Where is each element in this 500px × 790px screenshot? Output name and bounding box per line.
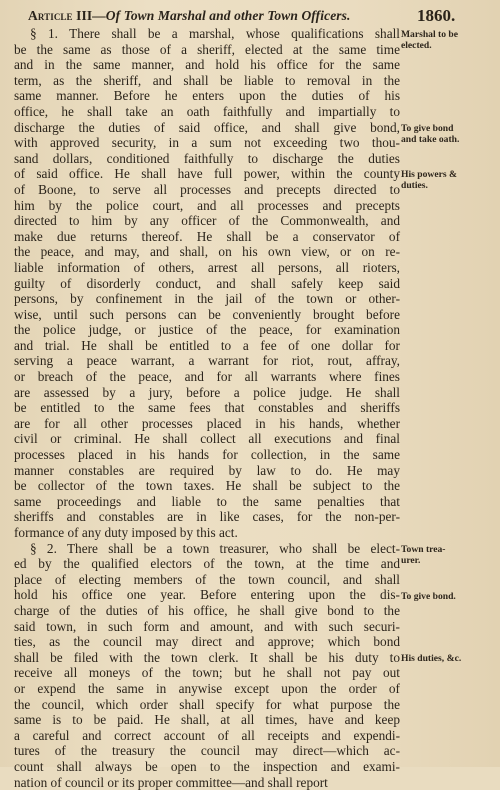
text-line: receive all moneys of the town; but he shall not pay out xyxy=(14,665,400,681)
margin-note-line: To give bond. xyxy=(401,591,499,602)
text-line: same proceedings and liable to the same penalties that xyxy=(14,494,400,510)
margin-note-line: To give bond xyxy=(401,123,499,134)
text-line: him by the police court, and all processes and precepts xyxy=(14,198,400,214)
text-line: and trial. He shall be entitled to a fee of one dollar for xyxy=(14,338,400,354)
text-line: the council, which order shall specify for what purpose the xyxy=(14,697,400,713)
text-line: of Boone, to serve all processes and precepts directed to xyxy=(14,182,400,198)
margin-note xyxy=(401,29,499,51)
text-line: or expend the same in anywise except upon the order of xyxy=(14,681,400,697)
text-line: place of electing members of the town council, and shall xyxy=(14,572,400,588)
text-line: liable information of others, arrest all persons, all rioters, xyxy=(14,260,400,276)
text-line: same manner. Before he enters upon the duties of his xyxy=(14,88,400,104)
margin-note-line: His duties, &c. xyxy=(401,653,499,664)
text-line: tures of the treasury the council may direct—which ac- xyxy=(14,743,400,759)
text-line: office, he shall take an oath faithfully and impartially to xyxy=(14,104,400,120)
text-line: wise, until such persons can be conveniently brought before xyxy=(14,307,400,323)
text-line: make due returns thereof. He shall be a conservator of xyxy=(14,229,400,245)
text-line: shall be filed with the town clerk. It shall be his duty to xyxy=(14,650,400,666)
text-line: formance of any duty imposed by this act. xyxy=(14,525,400,541)
text-line: discharge the duties of said office, and shall give bond, xyxy=(14,120,400,136)
margin-note xyxy=(401,123,499,145)
margin-note xyxy=(401,591,499,602)
text-line: said town, in such form and amount, and with such securi- xyxy=(14,619,400,635)
text-line: be the same as those of a sheriff, elected at the same time xyxy=(14,42,400,58)
text-line: are assessed by a jury, before a police judge. He shall xyxy=(14,385,400,401)
text-line: term, as the sheriff, and shall be liable to removal in the xyxy=(14,73,400,89)
article-subject: Of Town Marshal and other Town Officers. xyxy=(106,8,351,23)
margin-note xyxy=(401,653,499,664)
margin-note-line: Marshal to be xyxy=(401,29,499,40)
text-line: hold his office one year. Before entering upon the dis- xyxy=(14,587,400,603)
text-line: persons, by confinement in the jail of the town or other- xyxy=(14,291,400,307)
text-line: same is to be paid. He shall, at all times, have and keep xyxy=(14,712,400,728)
running-head xyxy=(28,8,350,24)
text-line: ed by the qualified electors of the town, at the time and xyxy=(14,556,400,572)
text-line: of said office. He shall have full power, within the county xyxy=(14,166,400,182)
text-line: the peace, and may, and shall, on his own view, or on re- xyxy=(14,244,400,260)
page-header xyxy=(0,6,500,28)
text-line: manner constables are required by law to do. He may xyxy=(14,463,400,479)
text-line: or breach of the peace, and for all warrants where fines xyxy=(14,369,400,385)
text-line: count shall always be open to the inspection and exami- xyxy=(14,759,400,775)
text-line: nation of council or its proper committee—and shall report xyxy=(14,775,400,790)
text-line: are for all other processes placed in his hands, whether xyxy=(14,416,400,432)
margin-note-line: urer. xyxy=(401,555,499,566)
margin-note-line: His powers & xyxy=(401,169,499,180)
text-line: and in the same manner, and hold his office for the same xyxy=(14,57,400,73)
text-line: be entitled to the same fees that constables and sheriffs xyxy=(14,400,400,416)
text-line: the police judge, or justice of the peace, for examination xyxy=(14,322,400,338)
text-line: guilty of disorderly conduct, and shall safely keep said xyxy=(14,276,400,292)
text-line: civil or criminal. He shall collect all executions and final xyxy=(14,431,400,447)
margin-note-line: duties. xyxy=(401,180,499,191)
text-line: with approved security, in a sum not exceeding two thou- xyxy=(14,135,400,151)
text-line: a careful and correct account of all receipts and expendi- xyxy=(14,728,400,744)
margin-note-line: Town trea- xyxy=(401,544,499,555)
text-line: sheriffs and constables are in like cases, for the non-per- xyxy=(14,509,400,525)
text-line: § 2. There shall be a town treasurer, who shall be elect- xyxy=(14,541,400,557)
text-line: sand dollars, conditioned faithfully to discharge the duties xyxy=(14,151,400,167)
text-line: processes placed in his hands for collection, in the same xyxy=(14,447,400,463)
header-dash: — xyxy=(92,8,106,23)
text-line: directed to him by any officer of the Commonwealth, and xyxy=(14,213,400,229)
margin-note xyxy=(401,169,499,191)
margin-note-line: and take oath. xyxy=(401,134,499,145)
text-line: serving a peace warrant, a warrant for riot, rout, affray, xyxy=(14,353,400,369)
body-text xyxy=(14,26,400,790)
text-line: be collector of the town taxes. He shall be subject to the xyxy=(14,478,400,494)
margin-note xyxy=(401,544,499,566)
page-year: 1860. xyxy=(417,6,455,26)
text-line: charge of the duties of his office, he shall give bond to the xyxy=(14,603,400,619)
text-line: § 1. There shall be a marshal, whose qualifications shall xyxy=(14,26,400,42)
text-line: ties, as the council may direct and approve; which bond xyxy=(14,634,400,650)
margin-note-line: elected. xyxy=(401,40,499,51)
article-label: Article III xyxy=(28,8,92,23)
